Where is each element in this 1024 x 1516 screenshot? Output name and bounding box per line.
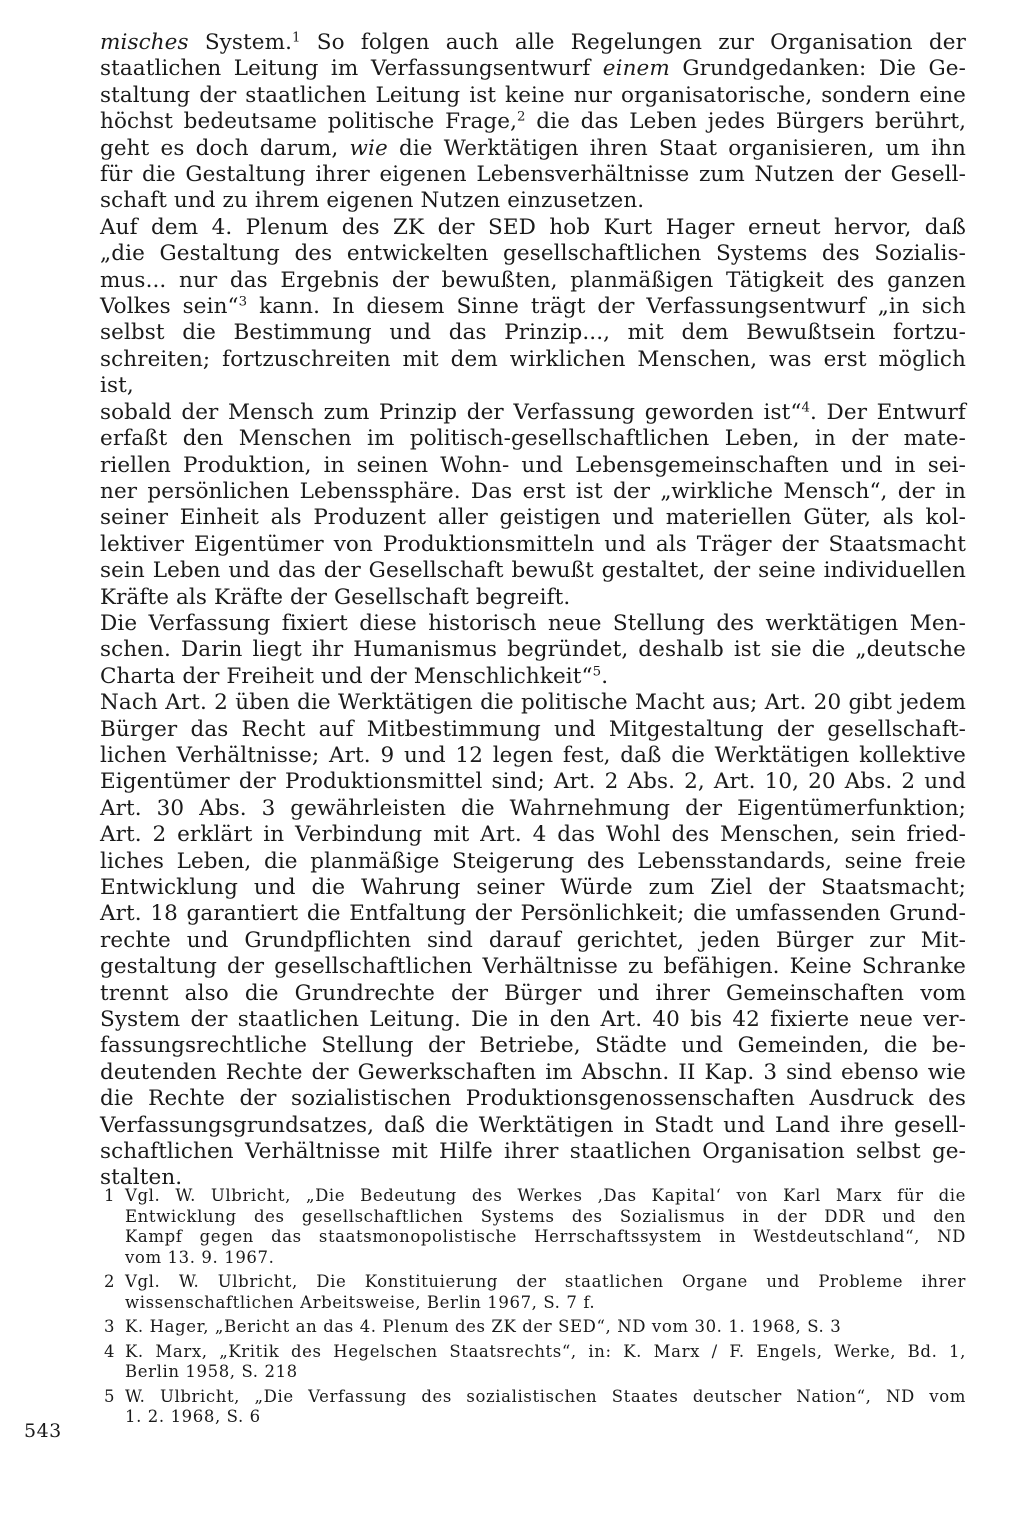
footnote-reference: 4 — [801, 400, 811, 416]
text-line — [100, 585, 966, 611]
text-line — [100, 426, 966, 452]
footnote-line: Entwicklung des gesellschaftlichen Systems des Sozialismus in der DDR und den — [125, 1206, 966, 1226]
text-run: höchst bedeutsame politische Frage, — [100, 109, 518, 135]
paragraph — [100, 30, 966, 215]
footnote-reference: 2 — [517, 109, 526, 125]
text-line — [100, 215, 966, 241]
footnotes — [104, 1186, 966, 1432]
text-line — [100, 400, 966, 426]
text-run: Nach Art. 2 üben die Werktätigen die politische Macht aus; Art. 20 gibt jedem — [100, 690, 966, 716]
text-run: schen. Darin liegt ihr Humanismus begründet, deshalb ist sie die „deutsche — [100, 637, 966, 663]
paragraph — [100, 215, 966, 611]
text-run: schaftlichen Verhältnisse mit Hilfe ihrer staatlichen Organisation selbst ge- — [100, 1139, 966, 1165]
footnote-number: 5 — [104, 1386, 116, 1406]
text-run: kann. In diesem Sinne trägt der Verfassungsentwurf „in sich — [247, 294, 966, 320]
emphasis: einem — [602, 56, 670, 82]
text-line — [100, 717, 966, 743]
text-run: . Der Entwurf — [810, 399, 966, 425]
text-line — [100, 532, 966, 558]
text-line — [100, 1060, 966, 1086]
text-run: liches Leben, die planmäßige Steigerung des Lebensstandards, seine freie — [100, 848, 966, 874]
text-line — [100, 849, 966, 875]
text-line — [100, 743, 966, 769]
footnote-number: 2 — [104, 1272, 116, 1291]
text-run: rechte und Grundpflichten sind darauf gerichtet, jeden Bürger zur Mit- — [100, 927, 966, 953]
footnote — [104, 1317, 966, 1338]
text-run: selbst die Bestimmung und das Prinzip..., mit dem Bewußtsein fortzu- — [100, 320, 966, 346]
text-line — [100, 347, 966, 400]
text-run: Art. 30 Abs. 3 gewährleisten die Wahrnehmung der Eigentümerfunktion; — [100, 795, 966, 821]
footnote-reference: 5 — [592, 664, 602, 680]
footnote-number: 3 — [104, 1317, 116, 1336]
text-line — [100, 822, 966, 848]
text-run: fassungsrechtliche Stellung der Betriebe, Städte und Gemeinden, die be- — [100, 1033, 966, 1059]
text-line — [100, 505, 966, 531]
footnote — [104, 1186, 966, 1268]
text-run: schreiten; fortzuschreiten mit dem wirklichen Menschen, was erst möglich ist, — [100, 346, 966, 399]
text-line — [100, 928, 966, 954]
text-run: erfaßt den Menschen im politisch-gesellschaftlichen Leben, in der mate- — [100, 426, 966, 452]
text-line — [100, 611, 966, 637]
footnote-line: K. Marx, „Kritik des Hegelschen Staatsrechts“, in: K. Marx / F. Engels, Werke, Bd. 1, — [125, 1341, 966, 1361]
text-run: Entwicklung und die Wahrung seiner Würde zum Ziel der Staatsmacht; — [100, 875, 966, 900]
text-run: gestaltung der gesellschaftlichen Verhältnisse zu befähigen. Keine Schranke — [100, 954, 966, 980]
text-run — [603, 56, 670, 81]
text-line — [100, 1139, 966, 1165]
text-line — [100, 453, 966, 479]
text-run: System der staatlichen Leitung. Die in den Art. 40 bis 42 fixierte neue ver- — [100, 1007, 966, 1033]
text-run: Die Verfassung fixiert diese historisch neue Stellung des werktätigen Men- — [100, 610, 966, 636]
text-run: trennt also die Grundrechte der Bürger und ihrer Gemeinschaften vom — [100, 980, 966, 1006]
text-run: stalten. — [100, 1165, 183, 1191]
footnote-line: vom 13. 9. 1967. — [125, 1247, 275, 1267]
text-run: Verfassungsgrundsatzes, daß die Werktätigen in Stadt und Land ihre gesell- — [100, 1112, 966, 1138]
text-run: sobald der Mensch zum Prinzip der Verfassung geworden ist“ — [100, 399, 802, 425]
text-line — [100, 981, 966, 1007]
text-run: mus... nur das Ergebnis der bewußten, planmäßigen Tätigkeit des ganzen — [100, 267, 966, 293]
text-run: Art. 18 garantiert die Entfaltung der Persönlichkeit; die umfassenden Grund- — [100, 901, 966, 927]
text-run: ner persönlichen Lebenssphäre. Das erst ist der „wirkliche Mensch“, der in — [100, 478, 966, 504]
footnote — [104, 1387, 966, 1428]
footnote-line: W. Ulbricht, „Die Verfassung des sozialistischen Staates deutscher Nation“, ND vom — [125, 1386, 966, 1406]
text-run: lichen Verhältnisse; Art. 9 und 12 legen fest, daß die Werktätigen kollektive — [100, 742, 966, 768]
footnote — [104, 1272, 966, 1313]
text-run: geht es doch darum, — [100, 135, 350, 161]
emphasis: wie — [349, 135, 388, 161]
text-line — [100, 268, 966, 294]
text-line — [100, 294, 966, 320]
text-line — [100, 188, 966, 214]
paragraph — [100, 611, 966, 690]
text-run: die Rechte der sozialistischen Produktionsgenossenschaften Ausdruck des — [100, 1086, 966, 1112]
text-run: die Werktätigen ihren Staat organisieren, um ihn — [387, 135, 966, 161]
text-line — [100, 875, 966, 901]
footnote-line: K. Hager, „Bericht an das 4. Plenum des ZK der SED“, ND vom 30. 1. 1968, S. 3 — [125, 1317, 842, 1336]
text-line — [100, 664, 966, 690]
footnote-line: Kampf gegen das staatsmonopolistische Herrschaftssystem in Westdeutschland“, ND — [125, 1227, 966, 1246]
text-run: lektiver Eigentümer von Produktionsmitteln und als Träger der Staatsmacht — [100, 531, 966, 557]
text-run: für die Gestaltung ihrer eigenen Lebensverhältnisse zum Nutzen der Gesell- — [100, 162, 966, 188]
footnote-line: wissenschaftlichen Arbeitsweise, Berlin 1967, S. 7 f. — [125, 1292, 596, 1312]
page-number: 543 — [24, 1420, 62, 1442]
text-line — [100, 320, 966, 346]
text-run: Charta der Freiheit und der Menschlichkeit“ — [100, 663, 593, 689]
text-run: die das Leben jedes Bürgers berührt, — [525, 109, 967, 135]
text-line — [100, 1033, 966, 1059]
footnote-reference: 1 — [292, 30, 301, 46]
text-line — [100, 1086, 966, 1112]
text-line — [100, 558, 966, 584]
text-run: misches System. — [100, 30, 293, 55]
text-line — [100, 769, 966, 795]
text-line — [100, 241, 966, 267]
text-run: So folgen auch alle Regelungen zur Organisation der — [300, 30, 966, 55]
text-run: riellen Produktion, in seinen Wohn- und Lebensgemeinschaften und in sei- — [100, 452, 966, 478]
text-run: Eigentümer der Produktionsmittel sind; Art. 2 Abs. 2, Art. 10, 20 Abs. 2 und — [100, 769, 966, 795]
text-line — [100, 162, 966, 188]
text-line — [100, 690, 966, 716]
text-line — [100, 796, 966, 822]
text-line — [100, 479, 966, 505]
text-run: Kräfte als Kräfte der Gesellschaft begreift. — [100, 584, 571, 610]
text-run: schaft und zu ihrem eigenen Nutzen einzusetzen. — [100, 188, 645, 214]
paragraph — [100, 690, 966, 1192]
text-run: Auf dem 4. Plenum des ZK der SED hob Kurt Hager erneut hervor, daß — [100, 214, 966, 240]
text-run — [349, 136, 387, 161]
footnote-number: 1 — [104, 1186, 116, 1205]
text-line — [100, 901, 966, 927]
footnote-line: Vgl. W. Ulbricht, Die Konstituierung der staatlichen Organe und Probleme ihrer — [125, 1272, 966, 1291]
footnote-line: Vgl. W. Ulbricht, „Die Bedeutung des Werkes ‚Das Kapital‘ von Karl Marx für die — [125, 1186, 966, 1205]
text-run: „die Gestaltung des entwickelten gesellschaftlichen Systems des Sozialis- — [100, 241, 966, 267]
footnote-line: Berlin 1958, S. 218 — [125, 1362, 298, 1381]
text-run: . — [601, 663, 609, 689]
text-line — [100, 109, 966, 135]
text-line — [100, 56, 966, 82]
text-line — [100, 30, 966, 56]
text-run: staatlichen Leitung im Verfassungsentwurf — [100, 56, 603, 82]
text-run: Grundgedanken: Die Ge- — [669, 56, 966, 82]
footnote-line: 1. 2. 1968, S. 6 — [125, 1407, 261, 1426]
text-run: seiner Einheit als Produzent aller geistigen und materiellen Güter, als kol- — [100, 505, 966, 531]
text-run: Volkes sein“ — [100, 294, 239, 320]
text-line — [100, 136, 966, 162]
footnote — [104, 1342, 966, 1383]
text-run: Bürger das Recht auf Mitbestimmung und Mitgestaltung der gesellschaft- — [100, 716, 966, 742]
main-text — [100, 30, 966, 1192]
text-line — [100, 83, 966, 109]
text-run: staltung der staatlichen Leitung ist keine nur organisatorische, sondern eine — [100, 82, 966, 108]
text-line — [100, 637, 966, 663]
text-line — [100, 1007, 966, 1033]
text-run: sein Leben und das der Gesellschaft bewußt gestaltet, der seine individuellen — [100, 558, 966, 584]
emphasis: misches — [100, 30, 189, 55]
text-run: Art. 2 erklärt in Verbindung mit Art. 4 das Wohl des Menschen, sein fried- — [100, 822, 966, 848]
footnote-number: 4 — [104, 1341, 116, 1361]
text-line — [100, 954, 966, 980]
text-line — [100, 1113, 966, 1139]
text-run: deutenden Rechte der Gewerkschaften im Abschn. II Kap. 3 sind ebenso wie — [100, 1059, 966, 1085]
footnote-reference: 3 — [238, 294, 248, 310]
